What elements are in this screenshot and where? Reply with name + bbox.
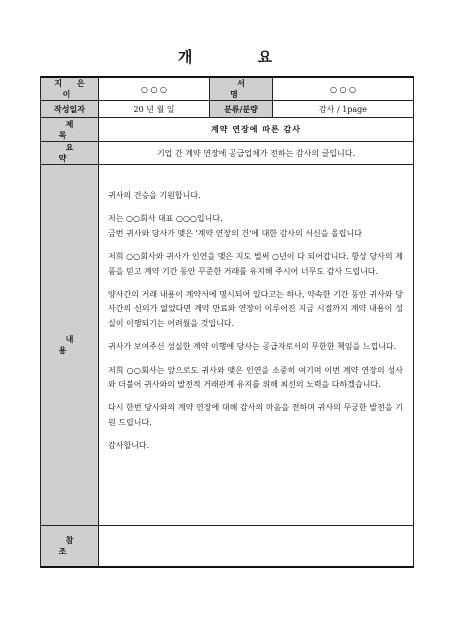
author-value[interactable]: ○ ○ ○ bbox=[99, 77, 210, 101]
content-paragraph: 귀사가 보여주신 성실한 계약 이행에 당사는 공급자로서의 무한한 책임을 느낍니다. bbox=[108, 342, 397, 352]
category-value[interactable]: 감사 / 1page bbox=[273, 101, 414, 118]
page-title: 개 요 bbox=[177, 48, 303, 66]
subject-value[interactable]: 계약 연장에 따른 감사 bbox=[99, 118, 414, 142]
category-label: 분류/분량 bbox=[210, 101, 273, 118]
summary-form-table bbox=[40, 76, 414, 568]
summary-label: 요 약 bbox=[41, 142, 99, 165]
content-paragraph: 감사합니다. bbox=[108, 441, 150, 451]
signature-label: 서 명 bbox=[210, 77, 273, 101]
signature-value[interactable]: ○ ○ ○ bbox=[273, 77, 414, 101]
content-paragraph: 양사간의 거래 내용이 계약서에 명시되어 있다고는 하나, 약속한 기간 동안 귀사와 당사간의 신의가 없었다면 계약 만료와 연장이 이루어진 지금 시점까지 계약 내용이 성실이 이행되기는 어려웠을 것입니다. bbox=[108, 290, 403, 328]
author-label: 지 은 이 bbox=[41, 77, 99, 101]
content-label: 내 용 bbox=[41, 165, 99, 526]
summary-value[interactable]: 기업 간 계약 연장에 공급업체가 전하는 감사의 글입니다. bbox=[99, 142, 414, 165]
content-paragraph: 저는 ○○회사 대표 ○○○입니다. 금번 귀사와 당사가 맺은 '계약 연장의 건'에 대한 감사의 서신을 올립니다 bbox=[108, 214, 362, 238]
reference-value[interactable] bbox=[99, 526, 414, 567]
subject-label: 제 목 bbox=[41, 118, 99, 142]
content-body[interactable] bbox=[99, 165, 414, 526]
date-value[interactable]: 20 년 월 일 bbox=[99, 101, 210, 118]
content-paragraph: 다시 한번 당사와의 계약 연장에 대해 감사의 마음을 전하며 귀사의 무궁한 발전을 기원 드립니다. bbox=[108, 403, 403, 427]
date-label: 작성일자 bbox=[41, 101, 99, 118]
content-paragraph: 저희 ○○회사와 귀사가 인연을 맺은 지도 벌써 ○년이 다 되어갑니다. 항상 당사의 제품을 믿고 계약 기간 동안 꾸준한 거래를 유지해 주시어 너무도 감사 드립니다. bbox=[108, 252, 403, 276]
content-paragraph: 귀사의 건승을 기원합니다. bbox=[108, 191, 201, 200]
reference-label: 참 조 bbox=[41, 526, 99, 567]
content-paragraph: 저희 ○○회사는 앞으로도 귀사와 맺은 인연을 소중히 여기며 이번 계약 연장의 성사와 더불어 귀사와의 발전적 거래관계 유지를 위해 최선의 노력을 다하겠습니다. bbox=[108, 365, 403, 390]
